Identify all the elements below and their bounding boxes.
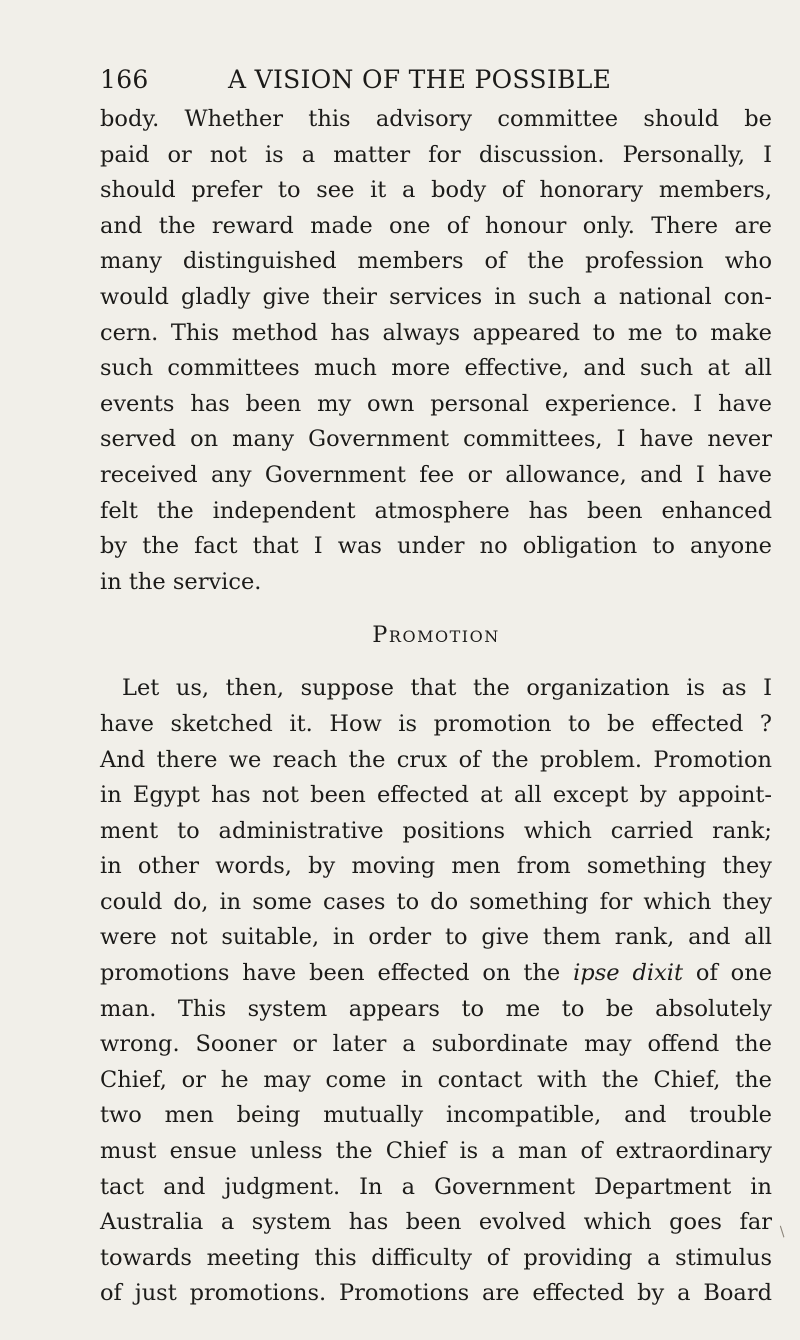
text-line: in other words, by moving men from something they	[100, 853, 772, 880]
text-line: wrong. Sooner or later a subordinate may offend the	[100, 1031, 772, 1058]
text-line: in the service.	[100, 568, 262, 595]
page-number: 166	[100, 65, 149, 94]
text-line: felt the independent atmosphere has been enhanced	[100, 497, 772, 524]
text-line: and the reward made one of honour only. There are	[100, 212, 772, 239]
text-line: such committees much more effective, and such at all	[100, 355, 772, 382]
paragraph-1	[100, 102, 772, 600]
text-line: must ensue unless the Chief is a man of extraordinary	[100, 1138, 772, 1165]
text-line: paid or not is a matter for discussion. Personally, I	[100, 141, 772, 168]
paragraph-2	[100, 671, 772, 1312]
text-line: man. This system appears to me to be absolutely	[100, 995, 772, 1022]
text-line: events has been my own personal experience. I have	[100, 390, 772, 417]
text-line: Let us, then, suppose that the organization is as I	[122, 675, 772, 702]
text-line: were not suitable, in order to give them rank, and all	[100, 924, 772, 951]
text-line: ment to administrative positions which carried rank;	[100, 817, 772, 844]
text-line: served on many Government committees, I have never	[100, 426, 772, 453]
text-run: promotions have been effected on the	[100, 960, 574, 987]
italic-phrase: ipse dixit	[573, 960, 683, 987]
text-line-with-italic	[100, 956, 772, 992]
running-title: A VISION OF THE POSSIBLE	[228, 65, 612, 94]
text-line: by the fact that I was under no obligation to anyone	[100, 533, 772, 560]
text-line: tact and judgment. In a Government Department in	[100, 1173, 772, 1200]
text-line: could do, in some cases to do something for which they	[100, 888, 772, 915]
text-run: of one	[683, 960, 773, 987]
text-line: of just promotions. Promotions are effected by a Board	[100, 1280, 772, 1307]
section-heading: Promotion	[372, 622, 500, 649]
text-line: in Egypt has not been effected at all except by appoint-	[100, 782, 772, 809]
text-line: should prefer to see it a body of honorary members,	[100, 177, 772, 204]
text-line: received any Government fee or allowance, and I have	[100, 461, 772, 488]
text-line: have sketched it. How is promotion to be effected ?	[100, 710, 772, 737]
text-line: Australia a system has been evolved which goes far	[100, 1209, 772, 1236]
text-line: And there we reach the crux of the problem. Promotion	[100, 746, 772, 773]
running-head	[100, 60, 772, 100]
text-line: cern. This method has always appeared to me to make	[100, 319, 772, 346]
text-line: many distinguished members of the profession who	[100, 248, 772, 275]
body-text	[100, 102, 772, 1312]
text-line: towards meeting this difficulty of providing a stimulus	[100, 1244, 772, 1271]
text-line: two men being mutually incompatible, and trouble	[100, 1102, 772, 1129]
text-line: body. Whether this advisory committee should be	[100, 106, 772, 132]
pencil-mark-icon: /	[775, 1224, 789, 1240]
text-line: Chief, or he may come in contact with the Chief, the	[100, 1066, 772, 1093]
text-line: would gladly give their services in such a national con-	[100, 283, 772, 310]
